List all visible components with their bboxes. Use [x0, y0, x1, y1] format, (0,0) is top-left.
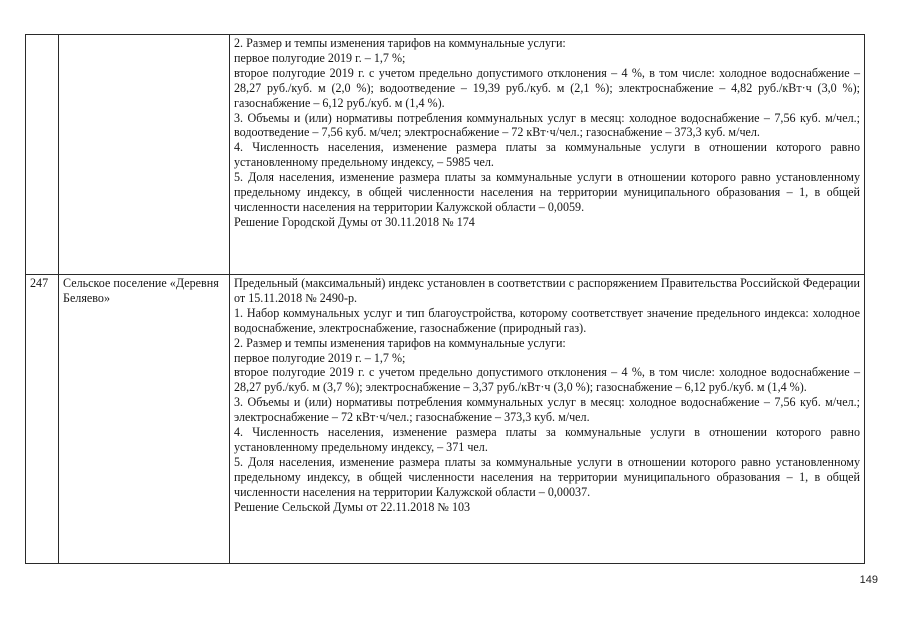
- population-share: 5. Доля населения, изменение размера платы за коммунальные услуги в отношении которого равно установленному предельному индексу, в общей численности населения на территории муниципального образования – 1, в общей численности населения на территории Калужской области – 0,00037.: [234, 454, 860, 499]
- population-count: 4. Численность населения, изменение размера платы за коммунальные услуги в отношении которого равно установленному предельному индексу, – 5985 чел.: [234, 140, 860, 170]
- table-row: [26, 35, 865, 275]
- index-basis: Предельный (максимальный) индекс установлен в соответствии с распоряжением Правительства Российской Федерации от 15.11.2018 № 2490-р.: [234, 276, 860, 305]
- population-share: 5. Доля населения, изменение размера платы за коммунальные услуги в отношении которого равно установленному предельному индексу, в общей численности населения на территории муниципального образования – 1, в общей численности населения на территории Калужской области – 0,0059.: [234, 170, 860, 214]
- table-row: [26, 275, 865, 564]
- index-details: [230, 275, 865, 564]
- decision-reference: Решение Городской Думы от 30.11.2018 № 174: [234, 214, 475, 229]
- row-number: [26, 35, 59, 275]
- settlement-name: [59, 35, 230, 275]
- second-half-rate: второе полугодие 2019 г. с учетом предельно допустимого отклонения – 4 %, в том числе: холодное водоснабжение – 28,27 руб./куб. м (3,7 %); электроснабжение – 3,37 руб./кВт·ч (3,0 %); газоснабжение – 6,12 руб./куб. м (1,4 %).: [234, 365, 860, 395]
- tariff-heading: 2. Размер и темпы изменения тарифов на коммунальные услуги:: [234, 335, 566, 350]
- services-set: 1. Набор коммунальных услуг и тип благоустройства, которому соответствует значение предельного индекса: холодное водоснабжение, электроснабжение, газоснабжение (природный газ).: [234, 305, 860, 335]
- decision-reference: Решение Сельской Думы от 22.11.2018 № 103: [234, 499, 471, 514]
- first-half-rate: первое полугодие 2019 г. – 1,7 %;: [234, 350, 406, 365]
- page-number: 149: [859, 574, 878, 586]
- index-details: [230, 35, 865, 275]
- consumption-norms: 3. Объемы и (или) нормативы потребления коммунальных услуг в месяц: холодное водоснабжение – 7,56 куб. м/чел.; электроснабжение – 72 кВт·ч/чел.; газоснабжение – 373,3 куб. м/чел.: [234, 395, 860, 425]
- second-half-rate: второе полугодие 2019 г. с учетом предельно допустимого отклонения – 4 %, в том числе: холодное водоснабжение – 28,27 руб./куб. м (2,0 %); водоотведение – 19,39 руб./куб. м (2,1 %); электроснабжение – 4,82 руб./кВт·ч (3,0 %); газоснабжение – 6,12 руб./куб. м (1,4 %).: [234, 65, 860, 110]
- index-table: [25, 34, 865, 564]
- row-number: 247: [26, 275, 59, 564]
- consumption-norms: 3. Объемы и (или) нормативы потребления коммунальных услуг в месяц: холодное водоснабжение – 7,56 куб. м/чел.; водоотведение – 7,56 куб. м/чел; электроснабжение – 72 кВт·ч/чел.; газоснабжение – 373,3 куб. м/чел.: [234, 110, 860, 140]
- population-count: 4. Численность населения, изменение размера платы за коммунальные услуги в отношении которого равно установленному предельному индексу, – 371 чел.: [234, 425, 860, 454]
- first-half-rate: первое полугодие 2019 г. – 1,7 %;: [234, 50, 406, 65]
- settlement-name: Сельское поселение «Деревня Беляево»: [59, 275, 230, 564]
- tariff-heading: 2. Размер и темпы изменения тарифов на коммунальные услуги:: [234, 36, 566, 50]
